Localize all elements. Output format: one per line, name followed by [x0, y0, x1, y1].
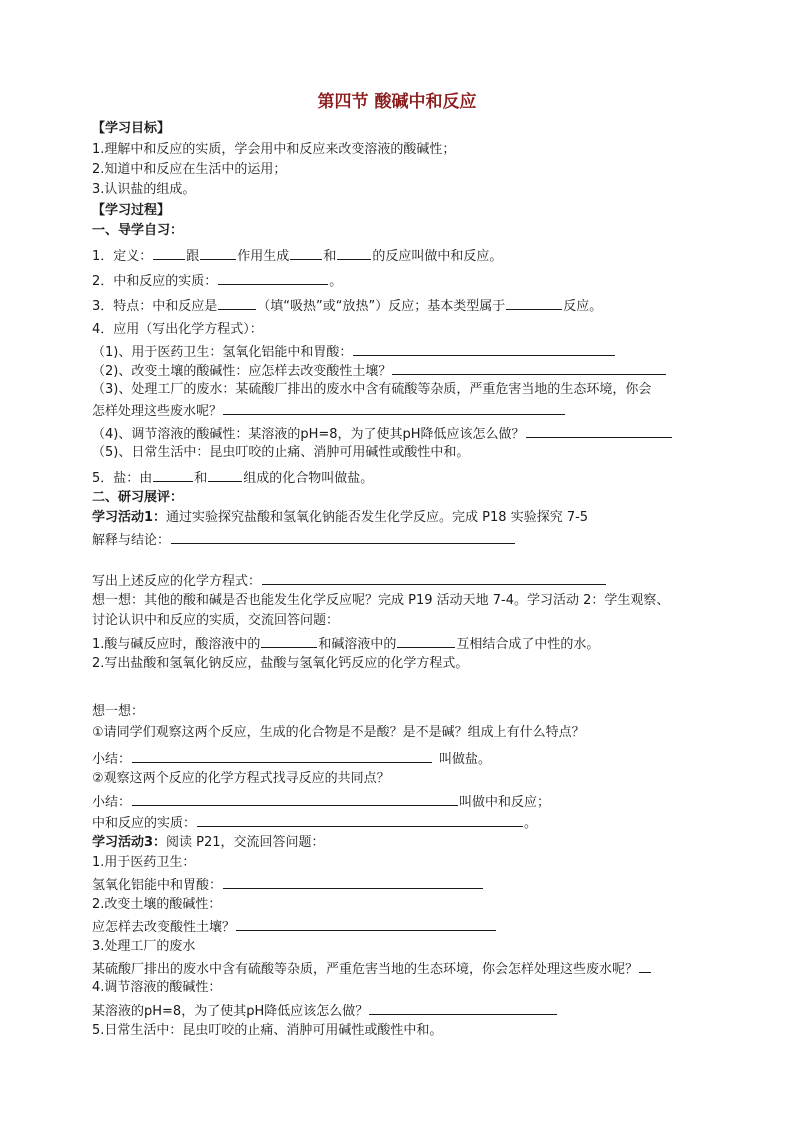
use-3: 3.处理工厂的废水: [92, 939, 196, 954]
answer-blank[interactable]: [526, 424, 672, 438]
use-2-answer: 应怎样去改变酸性土壤？: [92, 917, 754, 937]
answer-blank[interactable]: [290, 246, 322, 260]
use-5: 5.日常生活中：昆虫叮咬的止痛、消肿可用碱性或酸性中和。: [92, 1023, 443, 1038]
section-2-heading: 二、研习展评：: [92, 490, 184, 505]
answer-blank[interactable]: [153, 246, 185, 260]
answer-blank[interactable]: [132, 749, 432, 763]
question-equations: 2.写出盐酸和氢氧化钠反应，盐酸与氢氧化钙反应的化学方程式。: [92, 656, 469, 671]
learning-goals-heading: 【学习目标】: [92, 121, 171, 136]
summary-salt: 小结： 叫做盐。: [92, 749, 754, 769]
question-salt: 5．盐：由 和 组成的化合物叫做盐。: [92, 468, 754, 488]
answer-blank[interactable]: [223, 875, 483, 889]
page-title: 第四节 酸碱中和反应: [317, 92, 477, 112]
use-1: 1.用于医药卫生：: [92, 855, 196, 870]
answer-blank[interactable]: [639, 959, 651, 973]
answer-blank[interactable]: [236, 917, 496, 931]
answer-blank[interactable]: [197, 813, 523, 827]
observation-1: ①请同学们观察这两个反应，生成的化合物是不是酸？是不是碱？组成上有什么特点？: [92, 725, 585, 740]
learning-process-heading: 【学习过程】: [92, 203, 171, 218]
activity-1: 学习活动1：通过实验探究盐酸和氢氧化钠能否发生化学反应。完成 P18 实验探究 7-5: [92, 510, 589, 525]
use-1-answer: 氢氧化铝能中和胃酸：: [92, 875, 754, 895]
question-definition: 1．定义： 跟 作用生成 和 的反应叫做中和反应。: [92, 246, 754, 266]
think-2: 想一想：: [92, 704, 145, 719]
summary-neutralization: 小结： 叫做中和反应；: [92, 792, 754, 812]
answer-blank[interactable]: [392, 361, 666, 375]
question-ion: 1.酸与碱反应时，酸溶液中的 和碱溶液中的 互相结合成了中性的水。: [92, 634, 754, 654]
application-5: （5)、日常生活中：昆虫叮咬的止痛、消肿可用碱性或酸性中和。: [92, 445, 470, 460]
use-3-answer: 某硫酸厂排出的废水中含有硫酸等杂质，严重危害当地的生态环境，你会怎样处理这些废水呢？: [92, 959, 754, 979]
think-1-continued: 讨论认识中和反应的实质，交流回答问题：: [92, 613, 340, 628]
answer-blank[interactable]: [132, 792, 458, 806]
question-essence: 2．中和反应的实质： 。: [92, 271, 754, 291]
answer-blank[interactable]: [353, 342, 615, 356]
answer-blank[interactable]: [223, 401, 565, 415]
answer-blank[interactable]: [261, 634, 317, 648]
goal-item-1: 1.理解中和反应的实质，学会用中和反应来改变溶液的酸碱性；: [92, 142, 456, 157]
activity-3: 学习活动3：阅读 P21，交流回答问题：: [92, 835, 325, 850]
answer-blank[interactable]: [337, 246, 371, 260]
answer-blank[interactable]: [218, 271, 328, 285]
answer-blank[interactable]: [397, 634, 455, 648]
question-features: 3．特点：中和反应是 （填“吸热”或“放热”）反应；基本类型属于 反应。: [92, 296, 754, 316]
application-3: （3)、处理工厂的废水：某硫酸厂排出的废水中含有硫酸等杂质，严重危害当地的生态环境，你会: [92, 382, 652, 397]
question-application: 4．应用（写出化学方程式）：: [92, 322, 263, 337]
application-1: （1)、用于医药卫生：氢氧化铝能中和胃酸：: [92, 342, 754, 362]
explanation-line: 解释与结论：: [92, 530, 754, 550]
answer-blank[interactable]: [153, 468, 193, 482]
answer-blank[interactable]: [200, 246, 236, 260]
use-2: 2.改变土壤的酸碱性：: [92, 897, 222, 912]
neutralization-essence: 中和反应的实质： 。: [92, 813, 754, 833]
goal-item-3: 3.认识盐的组成。: [92, 182, 196, 197]
answer-blank[interactable]: [208, 468, 242, 482]
use-4: 4.调节溶液的酸碱性：: [92, 980, 222, 995]
think-1: 想一想：其他的酸和碱是否也能发生化学反应呢？完成 P19 活动天地 7-4。学习活动 2：学生观察、: [92, 593, 670, 608]
equation-line: 写出上述反应的化学方程式：: [92, 571, 754, 591]
section-1-heading: 一、导学自习：: [92, 223, 184, 238]
application-3-continued: 怎样处理这些废水呢？: [92, 401, 754, 421]
observation-2: ②观察这两个反应的化学方程式找寻反应的共同点？: [92, 771, 390, 786]
goal-item-2: 2.知道中和反应在生活中的运用；: [92, 162, 287, 177]
application-2: （2)、改变土壤的酸碱性：应怎样去改变酸性土壤？: [92, 361, 754, 381]
answer-blank[interactable]: [218, 296, 256, 310]
answer-blank[interactable]: [262, 571, 606, 585]
application-4: （4)、调节溶液的酸碱性：某溶液的pH=8，为了使其pH降低应该怎么做？: [92, 424, 754, 444]
answer-blank[interactable]: [171, 530, 515, 544]
use-4-answer: 某溶液的pH=8，为了使其pH降低应该怎么做？: [92, 1001, 754, 1021]
answer-blank[interactable]: [369, 1001, 557, 1015]
answer-blank[interactable]: [506, 296, 562, 310]
